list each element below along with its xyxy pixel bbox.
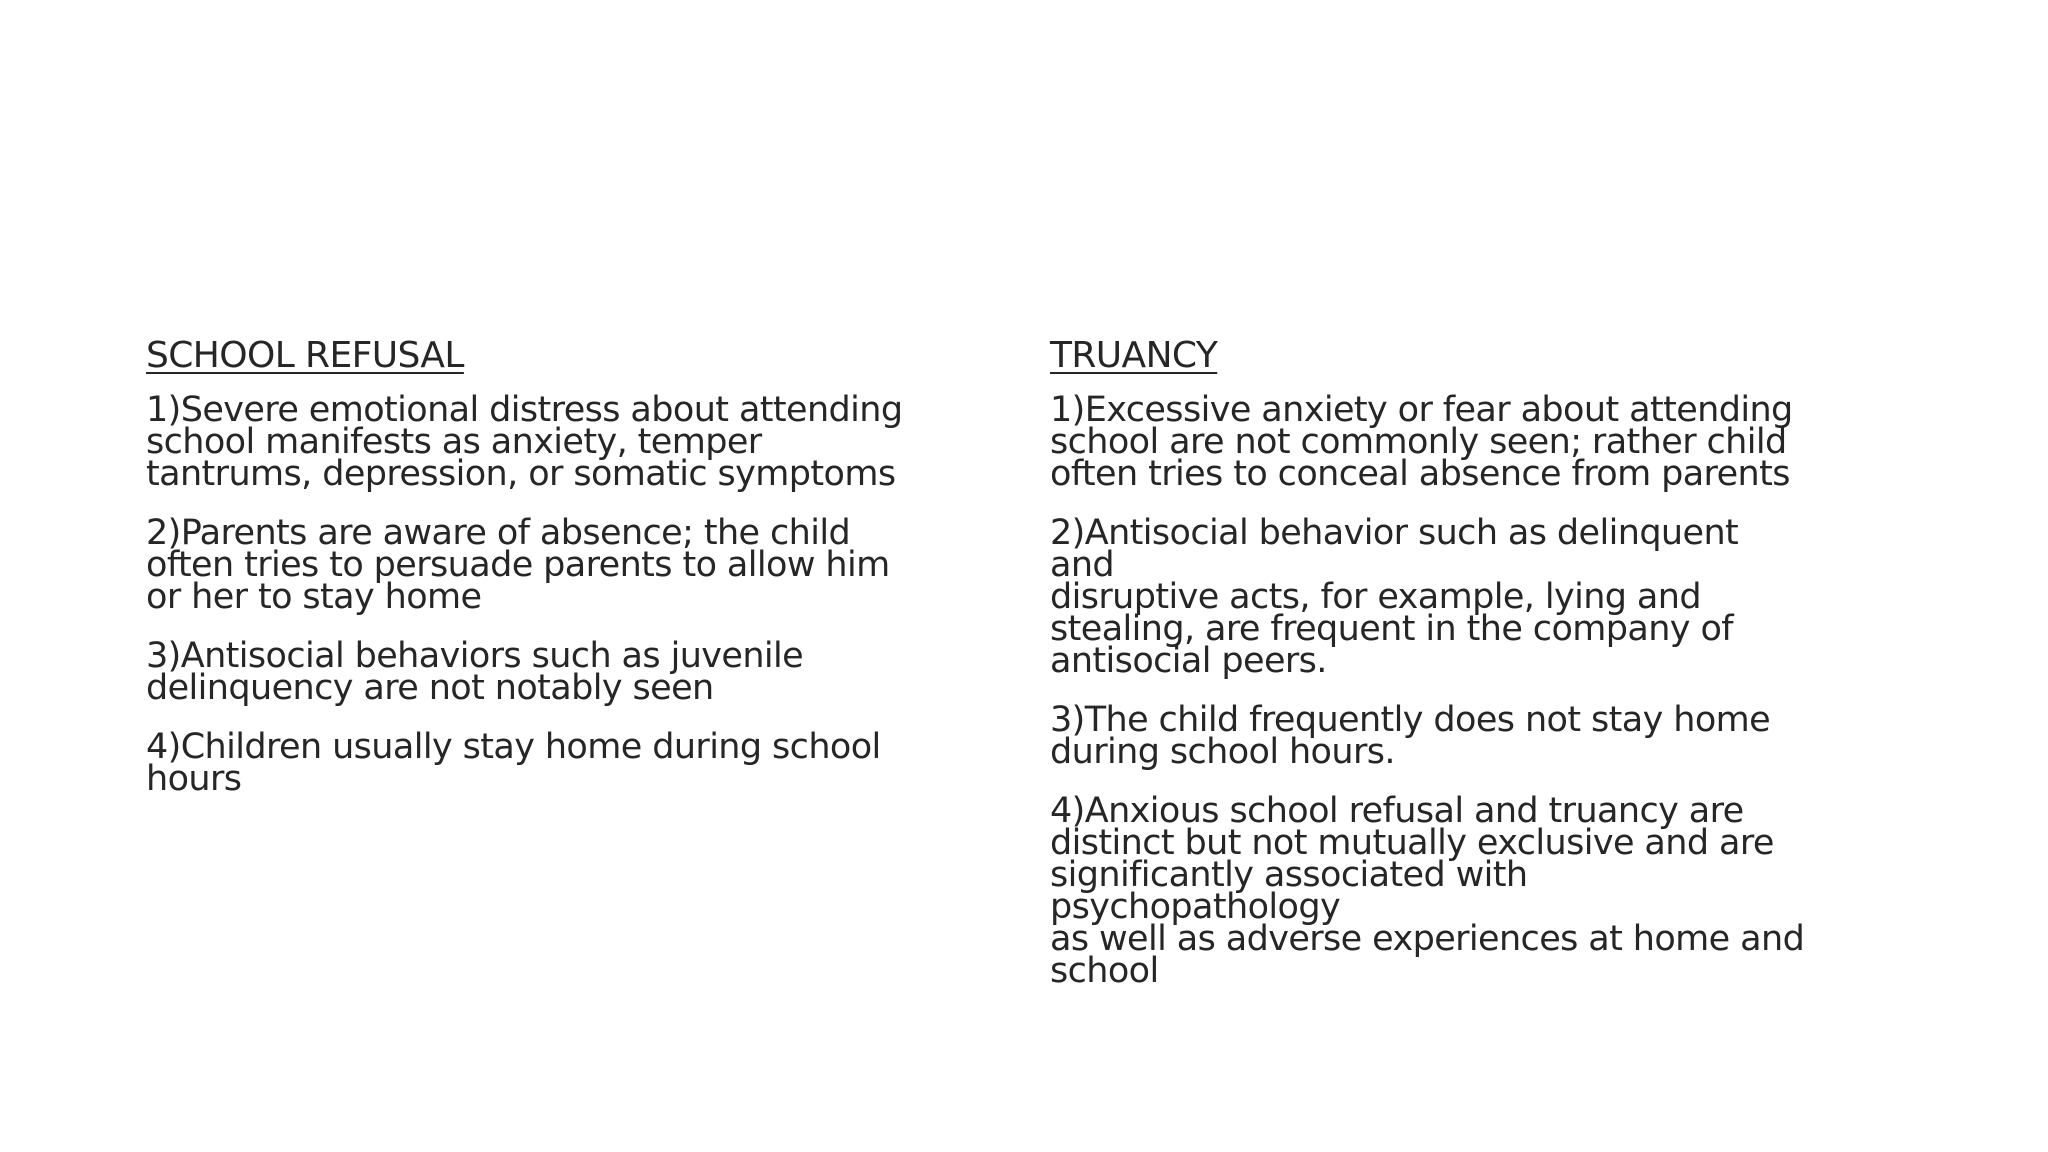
school-refusal-heading: SCHOOL REFUSAL bbox=[146, 335, 464, 376]
truancy-point-3: 3)The child frequently does not stay home during school hours. bbox=[1050, 700, 1771, 772]
truancy-heading: TRUANCY bbox=[1050, 335, 1218, 376]
school-refusal-point-2: 2)Parents are aware of absence; the child often tries to persuade parents to allow him or her to stay home bbox=[146, 513, 890, 617]
school-refusal-column bbox=[146, 336, 906, 822]
truancy-point-4: 4)Anxious school refusal and truancy are distinct but not mutually exclusive and are significantly associated with psychopathology as well as adverse experiences at home and school bbox=[1050, 791, 1805, 991]
school-refusal-point-4: 4)Children usually stay home during school hours bbox=[146, 727, 881, 799]
school-refusal-point-3: 3)Antisocial behaviors such as juvenile delinquency are not notably seen bbox=[146, 636, 804, 708]
truancy-point-2: 2)Antisocial behavior such as delinquent and disruptive acts, for example, lying and stealing, are frequent in the company of antisocial peers. bbox=[1050, 513, 1739, 681]
school-refusal-point-1: 1)Severe emotional distress about attending school manifests as anxiety, temper tantrums, depression, or somatic symptoms bbox=[146, 390, 903, 494]
truancy-point-1: 1)Excessive anxiety or fear about attending school are not commonly seen; rather child often tries to conceal absence from parents bbox=[1050, 390, 1793, 494]
truancy-column bbox=[1050, 336, 1810, 1014]
